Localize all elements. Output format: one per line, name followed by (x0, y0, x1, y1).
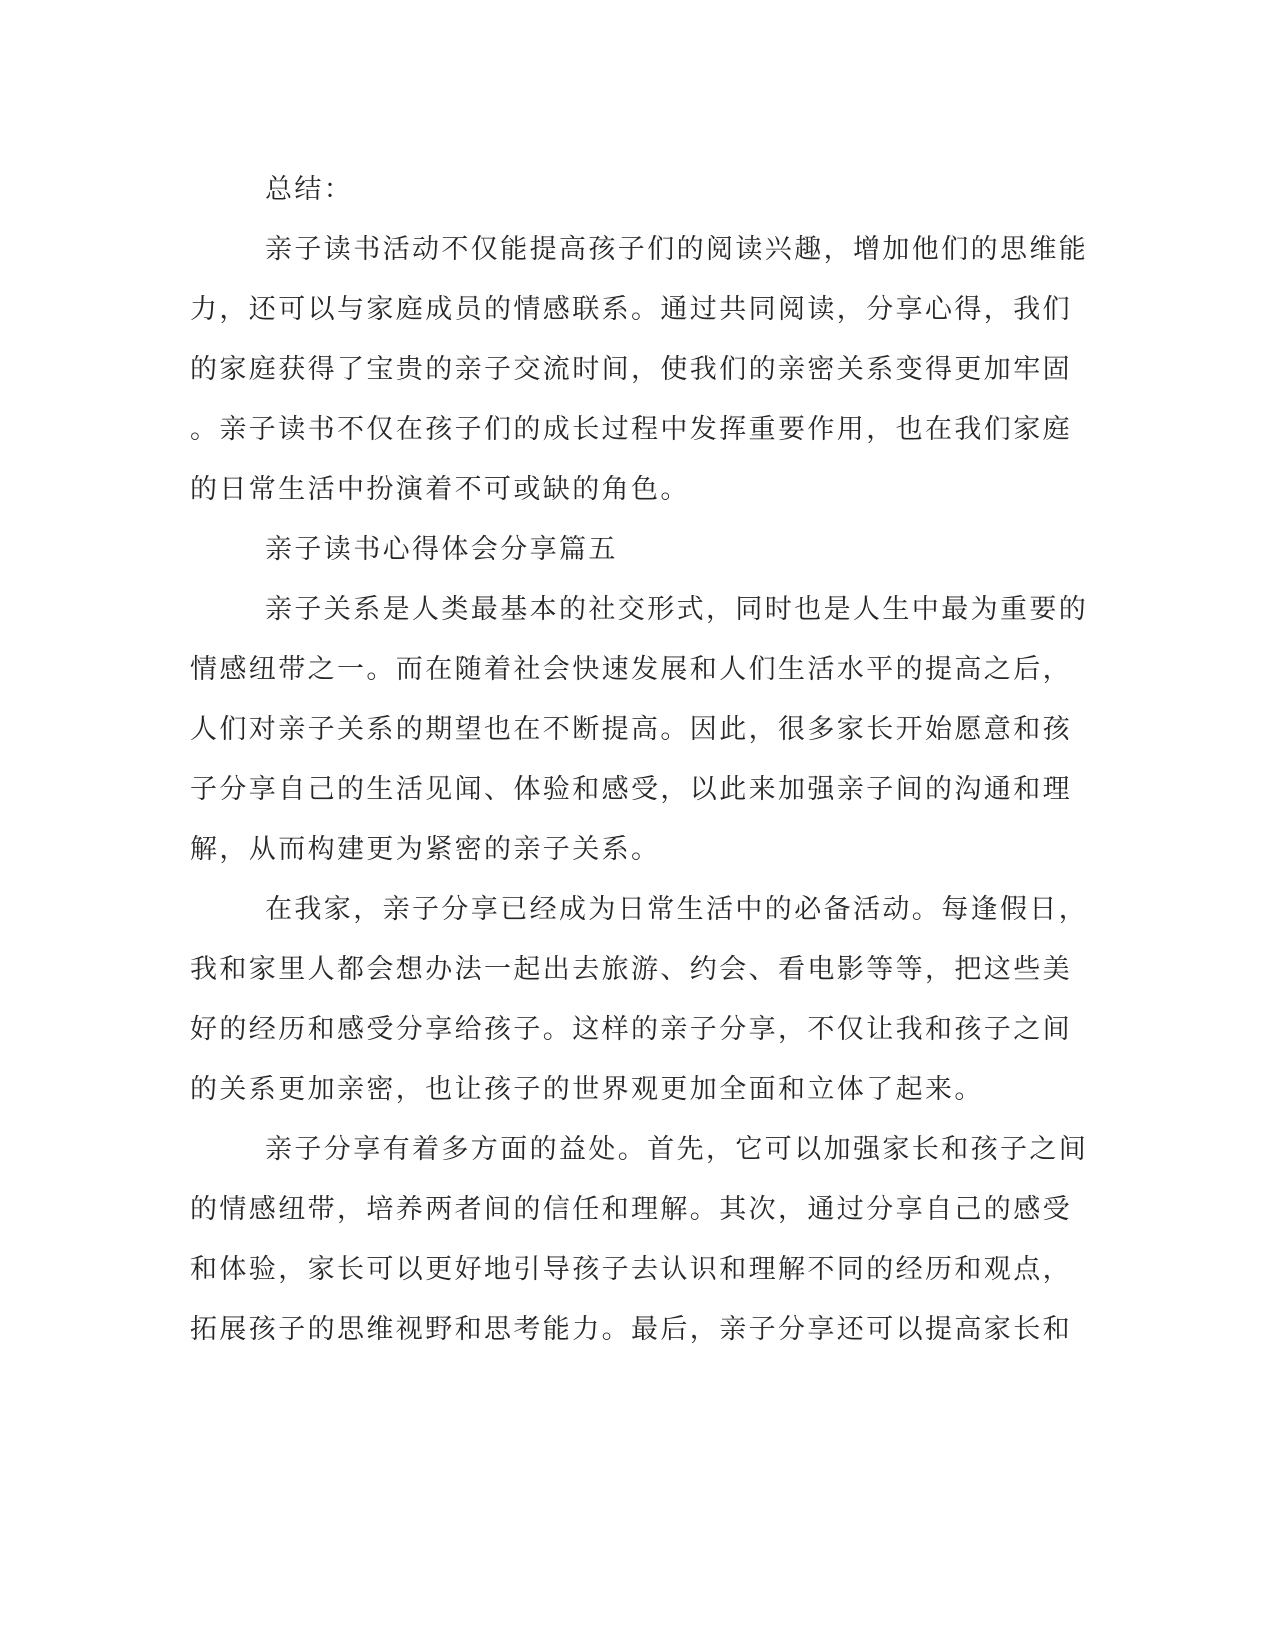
text-line: 解，从而构建更为紧密的亲子关系。 (190, 834, 661, 865)
text-line: 拓展孩子的思维视野和思考能力。最后，亲子分享还可以提高家长和 (190, 1314, 1072, 1345)
paragraph-relationship (190, 580, 1090, 880)
document-body (190, 160, 1090, 1360)
text-line: 力，还可以与家庭成员的情感联系。通过共同阅读，分享心得，我们 (190, 294, 1072, 325)
paragraph-benefits (190, 1120, 1090, 1360)
text-line: 好的经历和感受分享给孩子。这样的亲子分享，不仅让我和孩子之间 (190, 1014, 1072, 1045)
text-line: 亲子关系是人类最基本的社交形式，同时也是人生中最为重要的 (265, 594, 1089, 625)
text-line: 亲子分享有着多方面的益处。首先，它可以加强家长和孩子之间 (265, 1134, 1089, 1165)
text-line: 的日常生活中扮演着不可或缺的角色。 (190, 474, 690, 505)
text-line: 。亲子读书不仅在孩子们的成长过程中发挥重要作用，也在我们家庭 (190, 414, 1072, 445)
paragraph-summary (190, 220, 1090, 520)
text-line: 人们对亲子关系的期望也在不断提高。因此，很多家长开始愿意和孩 (190, 714, 1072, 745)
text-line: 在我家，亲子分享已经成为日常生活中的必备活动。每逢假日， (265, 894, 1089, 925)
text-line: 情感纽带之一。而在随着社会快速发展和人们生活水平的提高之后， (190, 654, 1072, 685)
summary-heading: 总结： (265, 174, 354, 205)
text-line: 的家庭获得了宝贵的亲子交流时间，使我们的亲密关系变得更加牢固 (190, 354, 1072, 385)
text-line: 的情感纽带，培养两者间的信任和理解。其次，通过分享自己的感受 (190, 1194, 1072, 1225)
text-line: 和体验，家长可以更好地引导孩子去认识和理解不同的经历和观点， (190, 1254, 1072, 1285)
text-line: 子分享自己的生活见闻、体验和感受，以此来加强亲子间的沟通和理 (190, 774, 1072, 805)
paragraph-family-sharing (190, 880, 1090, 1120)
text-line: 亲子读书活动不仅能提高孩子们的阅读兴趣，增加他们的思维能 (265, 234, 1089, 265)
section-heading: 亲子读书心得体会分享篇五 (265, 534, 618, 565)
text-line: 我和家里人都会想办法一起出去旅游、约会、看电影等等，把这些美 (190, 954, 1072, 985)
text-line: 的关系更加亲密，也让孩子的世界观更加全面和立体了起来。 (190, 1074, 984, 1105)
